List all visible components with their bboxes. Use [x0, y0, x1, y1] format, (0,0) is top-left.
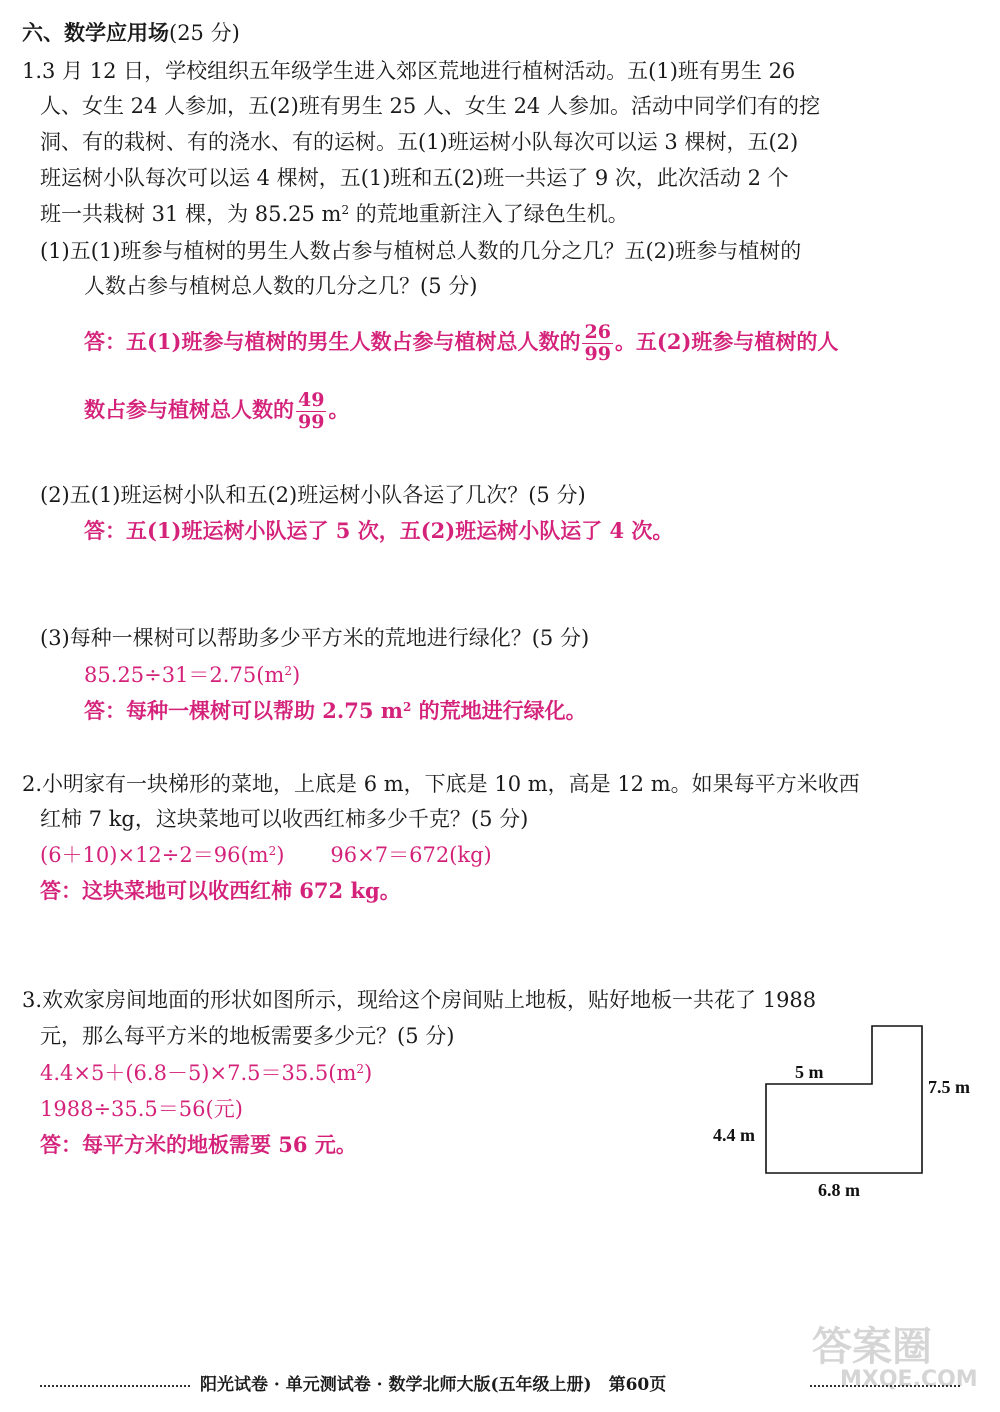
q2-calc-area: $(6+10)\times 12\div 2=96(m^2)$ [40, 843, 285, 867]
footer-text: 阳光试卷 · 单元测试卷 · 数学北师大版(五年级上册) 第60页 [200, 1375, 667, 1395]
q1-sub2: (2)五(1)班运树小队和五(2)班运树小队各运了几次？(5 分) [40, 483, 586, 507]
q1-answer1-line-1: 答：五(1)班参与植树的男生人数占参与植树总人数的 $\frac{26}{99}$ 。五(2)班参与植树的人 [84, 321, 839, 365]
q1-sub1-line-1: (1)五(1)班参与植树的男生人数占参与植树总人数的几分之几？五(2)班参与植树的 [40, 239, 802, 263]
q3-calc-area: $4.4\times 5+(6.8-5)\times 7.5=35.5(m^2)$ [40, 1061, 373, 1085]
section-heading [22, 18, 240, 48]
q3-line-2: 元，那么每平方米的地板需要多少元？(5 分) [40, 1024, 455, 1048]
footer-dotted-rule-right [810, 1385, 960, 1387]
q3-calc-price: 1988÷35.5＝56(元) [40, 1097, 243, 1121]
section-title: 六、数学应用场 [22, 20, 169, 45]
watermark-text-main: 答案圈 [812, 1324, 932, 1370]
q2-line-2: 红柿 7 kg，这块菜地可以收西红柿多少千克？(5 分) [40, 807, 529, 831]
q2-line-1: 2.小明家有一块梯形的菜地，上底是 6 m，下底是 10 m，高是 12 m。如果每平方米收西 [22, 772, 860, 796]
figure-label-top: 5 m [795, 1062, 824, 1082]
figure-label-left: 4.4 m [713, 1125, 755, 1145]
q1-line-1: 1.3 月 12 日，学校组织五年级学生进入郊区荒地进行植树活动。五(1)班有男生 26 [22, 59, 796, 83]
q1-calc3: $85.25\div 31=2.75(m^2)$ [84, 663, 301, 687]
q3-line-1: 3.欢欢家房间地面的形状如图所示，现给这个房间贴上地板，贴好地板一共花了 1988 [22, 988, 817, 1012]
watermark-text-url: MXQE.COM [840, 1367, 978, 1392]
room-shape-figure [760, 1020, 930, 1180]
q1-line-5: 班一共栽树 31 棵，为 85.25 $m^2$ 的荒地重新注入了绿色生机。 [40, 202, 629, 226]
q2-answer: 答：这块菜地可以收西红柿 672 kg。 [40, 878, 401, 903]
q2-calc-weight: 96×7＝672(kg) [330, 843, 492, 867]
q1-answer3: 答：每种一棵树可以帮助 2.75 $m^2$ 的荒地进行绿化。 [84, 698, 587, 723]
room-outline [766, 1026, 922, 1173]
q1-line-4: 班运树小队每次可以运 4 棵树，五(1)班和五(2)班一共运了 9 次，此次活动 2 个 [40, 166, 789, 190]
q3-answer: 答：每平方米的地板需要 56 元。 [40, 1132, 357, 1157]
q2-calc [40, 840, 492, 870]
figure-label-bottom: 6.8 m [818, 1180, 860, 1200]
fraction-26-99: $\frac{26}{99}$ [584, 321, 611, 365]
section-score: (25 分) [169, 21, 240, 45]
q1-answer2: 答：五(1)班运树小队运了 5 次，五(2)班运树小队运了 4 次。 [84, 518, 674, 543]
fraction-49-99: $\frac{49}{99}$ [298, 389, 325, 433]
q1-line-3: 洞、有的栽树、有的浇水、有的运树。五(1)班运树小队每次可以运 3 棵树，五(2) [40, 130, 799, 154]
figure-label-right: 7.5 m [928, 1077, 970, 1097]
footer-dotted-rule-left [40, 1385, 190, 1387]
q1-sub3: (3)每种一棵树可以帮助多少平方米的荒地进行绿化？(5 分) [40, 626, 590, 650]
q1-sub1-line-2: 人数占参与植树总人数的几分之几？(5 分) [84, 274, 478, 298]
q1-line-2: 人、女生 24 人参加，五(2)班有男生 25 人、女生 24 人参加。活动中同学们有的挖 [40, 94, 820, 118]
page-footer [40, 1370, 960, 1400]
q1-answer1-line-2: 数占参与植树总人数的 $\frac{49}{99}$ 。 [84, 389, 350, 433]
